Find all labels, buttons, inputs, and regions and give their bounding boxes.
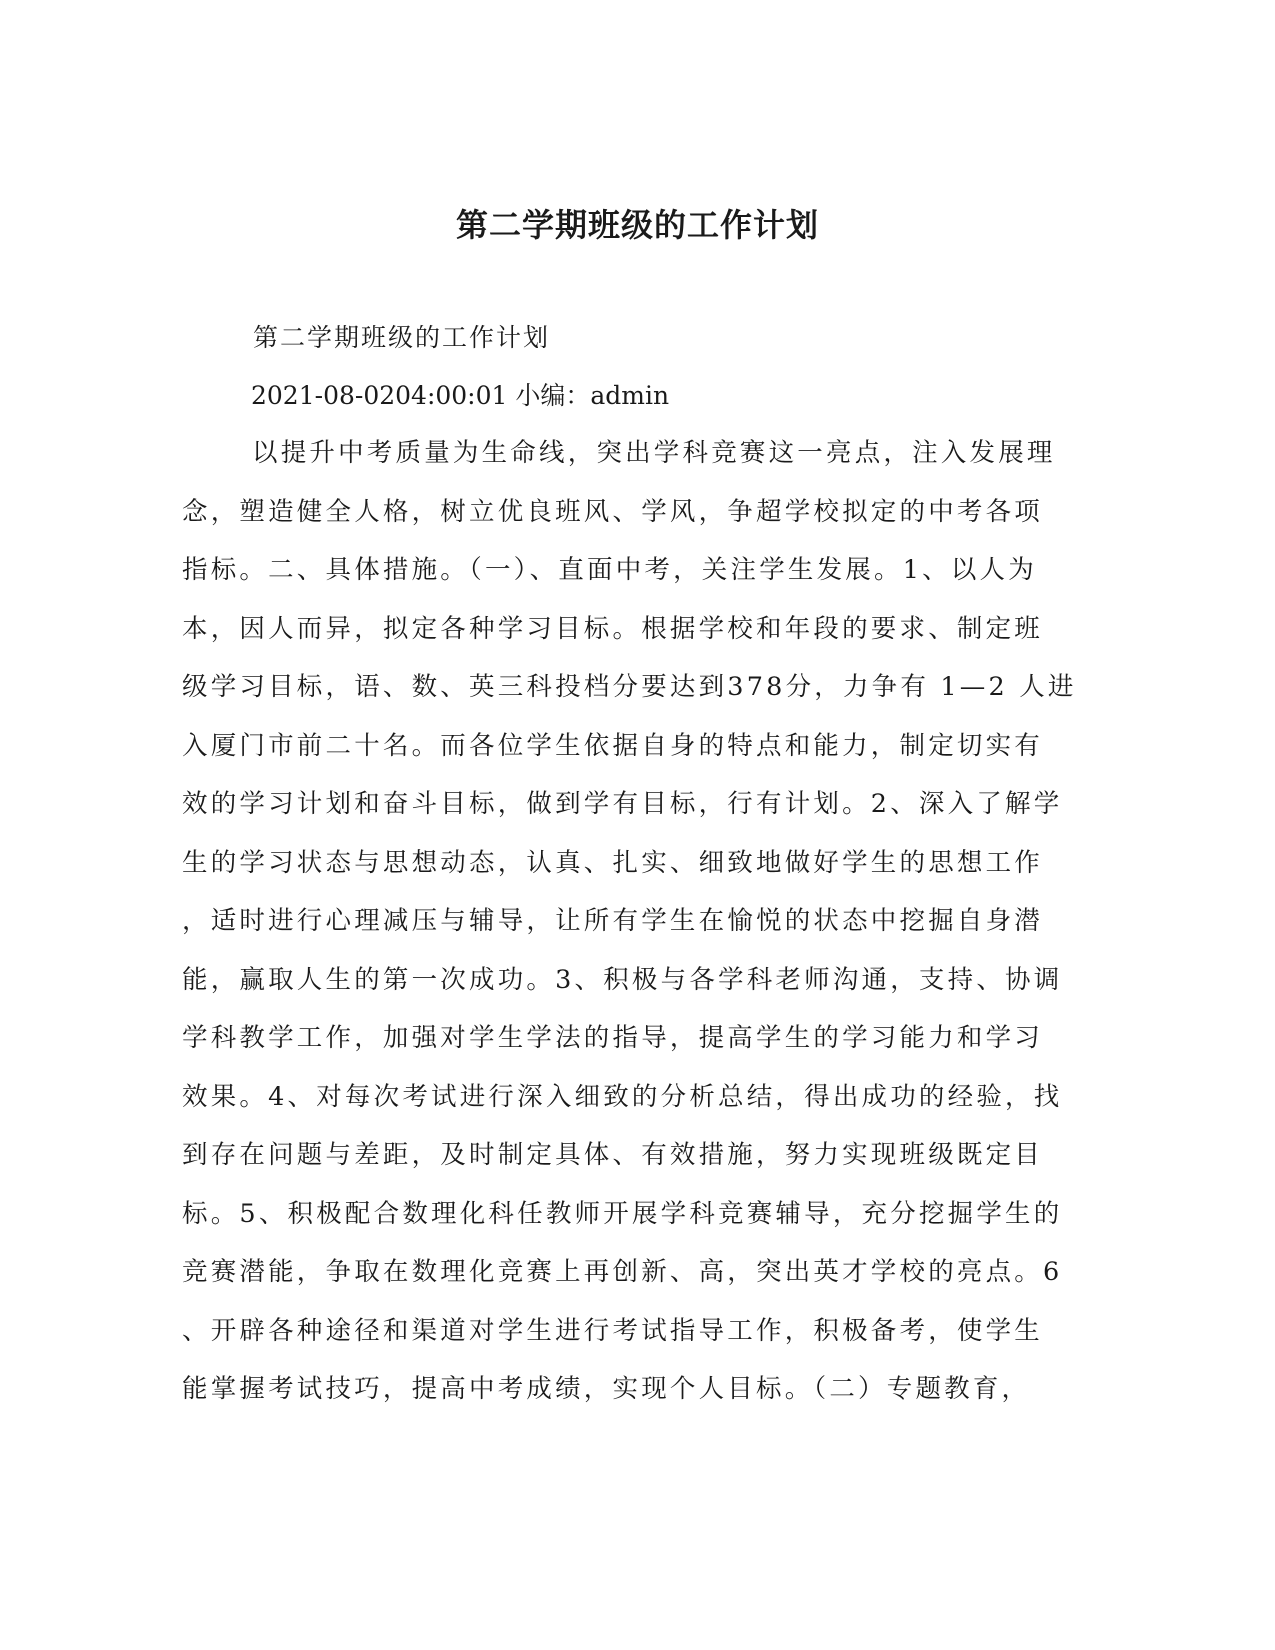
document-subtitle: 第二学期班级的工作计划 bbox=[253, 323, 551, 352]
document-meta: 2021-08-0204:00:01 小编：admin bbox=[251, 381, 670, 410]
body-line: 生的学习状态与思想动态，认真、扎实、细致地做好学生的思想工作 bbox=[182, 847, 1044, 878]
page-title: 第二学期班级的工作计划 bbox=[455, 206, 819, 244]
body-line: 念，塑造健全人格，树立优良班风、学风，争超学校拟定的中考各项 bbox=[182, 496, 1044, 527]
body-line: 指标。二、具体措施。（一）、直面中考，关注学生发展。1、以人为 bbox=[182, 555, 1037, 585]
body-line: 以提升中考质量为生命线，突出学科竞赛这一亮点，注入发展理 bbox=[252, 438, 1056, 468]
body-line: 效果。4、对每次考试进行深入细致的分析总结，得出成功的经验，找 bbox=[182, 1081, 1063, 1112]
body-line: 级学习目标，语、数、英三科投档分要达到378分，力争有 1—2 人进 bbox=[182, 672, 1077, 702]
body-line: 效的学习计划和奋斗目标，做到学有目标，行有计划。2、深入了解学 bbox=[182, 789, 1063, 819]
body-line: 、开辟各种途径和渠道对学生进行考试指导工作，积极备考，使学生 bbox=[182, 1315, 1044, 1346]
body-line: 能，赢取人生的第一次成功。3、积极与各学科老师沟通，支持、协调 bbox=[182, 964, 1063, 995]
body-line: 本，因人而异，拟定各种学习目标。根据学校和年段的要求、制定班 bbox=[182, 613, 1044, 644]
body-line: 竞赛潜能，争取在数理化竞赛上再创新、高，突出英才学校的亮点。6 bbox=[182, 1257, 1063, 1287]
body-text bbox=[182, 437, 1077, 1432]
body-line: ，适时进行心理减压与辅导，让所有学生在愉悦的状态中挖掘自身潜 bbox=[182, 906, 1044, 936]
body-line: 学科教学工作，加强对学生学法的指导，提高学生的学习能力和学习 bbox=[182, 1023, 1044, 1053]
body-line: 能掌握考试技巧，提高中考成绩，实现个人目标。（二）专题教育， bbox=[182, 1374, 1031, 1404]
body-line: 到存在问题与差距，及时制定具体、有效措施，努力实现班级既定目 bbox=[182, 1140, 1044, 1170]
body-line: 标。5、积极配合数理化科任教师开展学科竞赛辅导，充分挖掘学生的 bbox=[182, 1198, 1063, 1229]
body-line: 入厦门市前二十名。而各位学生依据自身的特点和能力，制定切实有 bbox=[182, 730, 1044, 761]
